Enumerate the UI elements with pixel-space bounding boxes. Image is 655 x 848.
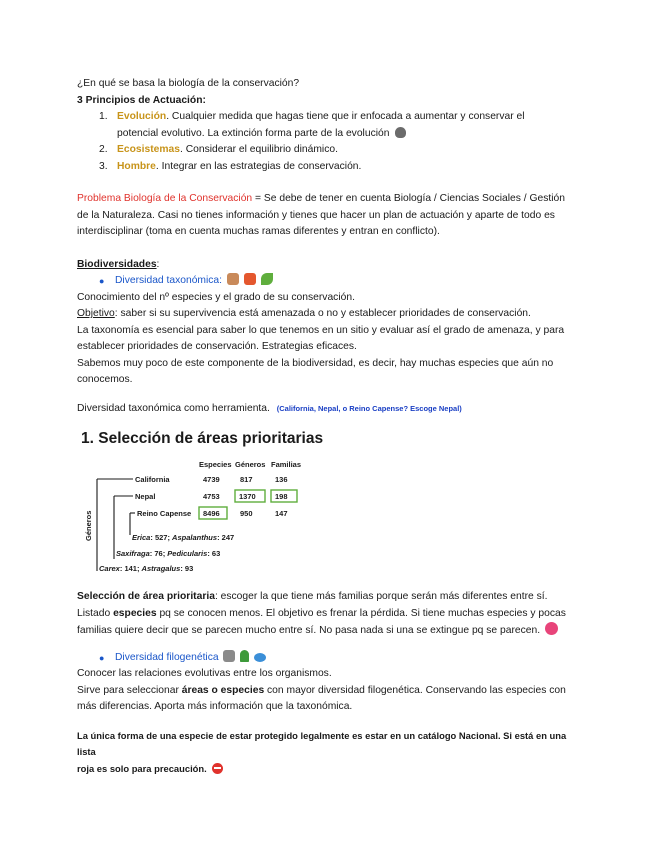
list-item: 2. Ecosistemas. Considerar el equilibrio dinámico. bbox=[99, 144, 338, 155]
col-header: Especies bbox=[199, 460, 232, 469]
bullet-dot: ● bbox=[99, 652, 105, 663]
objetivo-line: Objetivo: saber si su supervivencia está amenazada o no y establecer prioridades de conservación. bbox=[77, 308, 531, 319]
selection-line: Selección de área prioritaria: escoger la que tiene más familias porque serán más diferentes entre sí. bbox=[77, 591, 548, 602]
cell: 4753 bbox=[203, 492, 220, 501]
fish-icon bbox=[254, 653, 266, 662]
row-name-nepal: Nepal bbox=[135, 492, 156, 501]
cell: 4739 bbox=[203, 475, 220, 484]
cell: 136 bbox=[275, 475, 288, 484]
tax-bullet: ● Diversidad taxonómica: bbox=[77, 273, 582, 290]
note-line: Carex: 141; Astragalus: 93 bbox=[99, 564, 194, 573]
sprout-icon bbox=[261, 273, 273, 285]
problem-line-2: de la Naturaleza. Casi no tienes información y tienes que hacer un plan de actuación y aparte de todo es bbox=[77, 209, 555, 221]
cow-icon bbox=[227, 273, 239, 285]
legal-line: La única forma de una especie de estar protegido legalmente es estar en un catálogo Nacional. Si está en una lista bbox=[77, 729, 567, 757]
row-name-california: California bbox=[135, 475, 170, 484]
selection-line: familias quiere decir que se parecen mucho entre sí. No pasa nada si una se extingue pq se parecen. bbox=[77, 622, 582, 640]
biodiv-line: Conocimiento del nº especies y el grado de su conservación. bbox=[77, 291, 355, 303]
biodiversidades-heading: Biodiversidades: bbox=[77, 258, 160, 270]
question-line: ¿En qué se basa la biología de la conservación? bbox=[77, 78, 300, 89]
biodiv-line: La taxonomía es esencial para saber lo que tenemos en un sitio y evaluar así el grado de amenaza, y para bbox=[77, 324, 565, 336]
cell: 1370 bbox=[239, 492, 256, 501]
no-entry-icon bbox=[212, 763, 223, 774]
cell: 198 bbox=[275, 492, 288, 501]
problem-paragraph: Problema Biología de la Conservación = Se debe de tener en cuenta Biología / Ciencias Sociales / Gestión bbox=[77, 193, 565, 204]
axis-label: Géneros bbox=[84, 510, 93, 541]
note-line: Saxifraga: 76; Pedicularis: 63 bbox=[116, 549, 221, 558]
filo-bullet: ● Diversidad filogenética bbox=[77, 650, 582, 667]
cell: 950 bbox=[240, 509, 253, 518]
selection-line: Listado especies pq se conocen menos. El objetivo es frenar la pérdida. Si tiene muchas especies y pocas bbox=[77, 607, 566, 619]
list-item: 1. Evolución. Cualquier medida que hagas tiene que ir enfocada a aumentar y conservar el bbox=[99, 111, 525, 122]
filo-line: Sirve para seleccionar áreas o especies con mayor diversidad filogenética. Conservando las especies con bbox=[77, 684, 566, 696]
list-item-continuation: potencial evolutivo. La extinción forma parte de la evolución bbox=[77, 126, 582, 143]
filo-line: Conocer las relaciones evolutivas entre los organismos. bbox=[77, 668, 332, 679]
col-header: Géneros bbox=[235, 460, 266, 469]
biodiv-line: conocemos. bbox=[77, 374, 133, 385]
filo-line: más diferencias. Aporta más información que la taxonómica. bbox=[77, 701, 353, 712]
priority-areas-figure bbox=[77, 431, 582, 581]
biodiv-line: Sabemos muy poco de este componente de la biodiversidad, es decir, hay muchas especies que aún no bbox=[77, 357, 554, 369]
legal-line: roja es solo para precaución. bbox=[77, 761, 582, 778]
biodiv-line: establecer prioridades de conservación. Estrategias eficaces. bbox=[77, 341, 357, 352]
flower-icon bbox=[545, 622, 558, 635]
document-body bbox=[77, 76, 582, 777]
note-line: Erica: 527; Aspalanthus: 247 bbox=[132, 533, 235, 542]
principles-heading: 3 Principios de Actuación: bbox=[77, 94, 206, 106]
skull-icon bbox=[395, 127, 406, 138]
bullet-dot: ● bbox=[99, 276, 105, 286]
cell: 8496 bbox=[203, 509, 220, 518]
cactus-icon bbox=[240, 650, 249, 662]
figure-title: 1. Selección de áreas prioritarias bbox=[81, 430, 324, 447]
problem-line-3: interdisciplinar (toma en cuenta muchas ramas diferentes y entran en conflicto). bbox=[77, 226, 440, 237]
col-header: Familias bbox=[271, 460, 302, 469]
principles-list bbox=[77, 109, 582, 175]
crab-icon bbox=[244, 273, 256, 285]
cell: 817 bbox=[240, 475, 253, 484]
row-name-reino-capense: Reino Capense bbox=[137, 509, 192, 518]
list-item: 3. Hombre. Integrar en las estrategias de conservación. bbox=[99, 160, 362, 172]
raccoon-icon bbox=[223, 650, 235, 662]
tool-line: Diversidad taxonómica como herramienta. (California, Nepal, o Reino Capense? Escoge Nepal) bbox=[77, 402, 462, 414]
cell: 147 bbox=[275, 509, 288, 518]
priority-areas-diagram bbox=[77, 431, 317, 581]
